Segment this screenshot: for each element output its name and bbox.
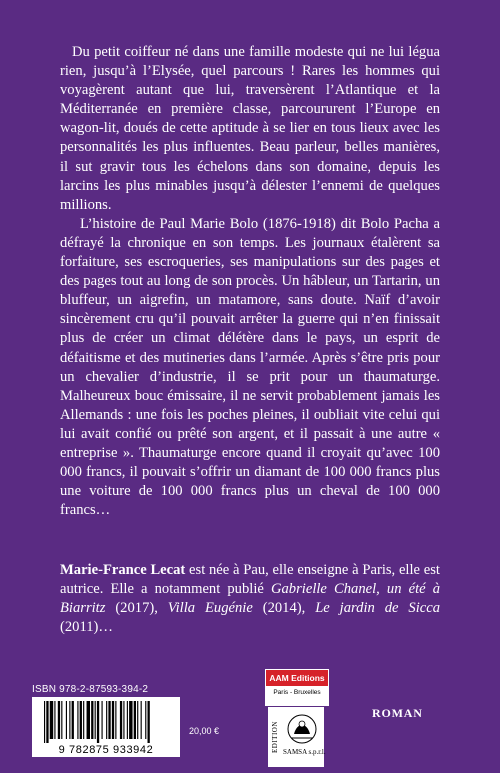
isbn-label: ISBN 978-2-87593-394-2 <box>32 684 149 695</box>
barcode-bar <box>141 701 142 739</box>
barcode-bars <box>32 697 180 743</box>
book-title-3: Le jardin de Sicca <box>315 600 441 617</box>
barcode-digits: 9 782875 933942 <box>58 744 154 756</box>
barcode-bar <box>69 701 70 739</box>
author-name: Marie-France Lecat <box>60 562 186 578</box>
barcode-bar <box>148 701 150 743</box>
author-bio <box>60 561 440 637</box>
barcode-bar <box>145 701 146 739</box>
publisher-cities: Paris - Bruxelles <box>273 689 321 696</box>
barcode-bar <box>80 701 82 739</box>
genre-label: ROMAN <box>372 706 423 720</box>
blurb-paragraph-1: Du petit coiffeur né dans une famille modeste qui ne lui légua rien, jusqu’à l’Elysée, quel parcours ! Rares les hommes qui voyagèrent autant que lui, traversèrent l’Atlantique et la Méditerranée en première classe, parcoururent l’Europe en wagon-lit, doués de cette aptitude à se lier en tous lieux avec les personnalités les plus influentes. Beau parleur, belles manières, il sut gravir tous les échelons dans son domaine, depuis les larcins les plus minables jusqu’à délester l’ennemi de quelques millions. <box>60 44 440 213</box>
edition-emblem-icon <box>285 712 319 746</box>
barcode-bar <box>123 701 124 739</box>
barcode-bar <box>137 701 138 739</box>
barcode-bar <box>108 701 110 739</box>
barcode-bar <box>120 701 122 739</box>
barcode-bar <box>112 701 114 739</box>
barcode-bar <box>115 701 116 739</box>
barcode-bar <box>50 701 53 739</box>
bio-year-2: (2014), <box>252 600 316 617</box>
book-title-1: Gabrielle Chanel, un été à Biarritz <box>60 581 441 617</box>
barcode-bar <box>44 701 45 743</box>
author-bio-text <box>60 561 440 637</box>
edition-vertical-label: EDITION <box>271 721 279 753</box>
publisher-name: AAM Editions <box>266 670 328 686</box>
barcode <box>32 697 180 757</box>
barcode-bar <box>46 701 48 743</box>
barcode-bar <box>95 701 96 739</box>
barcode-bar <box>77 701 78 739</box>
barcode-bar <box>129 701 132 739</box>
isbn-area <box>32 684 237 757</box>
barcode-bar <box>87 701 90 739</box>
blurb-paragraph-2: L’histoire de Paul Marie Bolo (1876-1918) dit Bolo Pacha a défrayé la chronique en son temps. Les journaux étalèrent sa forfaiture, ses escroqueries, ses manipulations sur des pages et des pages tout au long de son procès. Un hâbleur, un Tartarin, un bluffeur, un aigrefin, un matamore, sans doute. Naïf d’avoir sincèrement cru qu’il pouvait arrêter la guerre qui n’en finissait plus de créer un climat délétère dans le pays, un esprit de défaitisme et des mutineries dans l’armée. Après s’être pris pour un chevalier d’industrie, il se prit pour un thaumaturge. Malheureux bouc émissaire, il ne servit probablement jamais les Allemands : une fois les poches pleines, il oubliait vite celui qui lui avait confié ou prêté son argent, et il passait à une autre « entreprise ». Thaumaturge encore quand il croyait qu’avec 100 000 francs, il pouvait s’offrir un diamant de 100 000 francs plus une voiture de 100 000 francs plus un cheval de 100 000 francs… <box>60 215 440 519</box>
barcode-bar <box>102 701 103 739</box>
barcode-bar <box>61 701 62 739</box>
barcode-bar <box>66 701 67 739</box>
barcode-bar <box>91 701 93 739</box>
publisher-logo <box>265 669 329 706</box>
barcode-bar <box>106 701 107 739</box>
bio-year-3: (2011)… <box>60 619 113 636</box>
barcode-bar <box>83 701 84 739</box>
barcode-bar <box>134 701 136 739</box>
barcode-bar <box>58 701 60 739</box>
barcode-bar <box>127 701 128 739</box>
barcode-bar <box>97 701 99 743</box>
blurb <box>60 43 440 520</box>
barcode-bar <box>72 701 74 739</box>
bio-year-1: (2017), <box>105 600 168 617</box>
book-title-2: Villa Eugénie <box>167 600 253 617</box>
price: 20,00 € <box>189 726 220 736</box>
barcode-bar <box>54 701 55 739</box>
bio-text-1: est née à Pau, elle enseigne à Paris, elle est autrice. Elle a notamment publié <box>60 562 440 598</box>
edition-name: SAMSA s.p.r.l. <box>283 748 326 756</box>
edition-logo <box>268 707 324 767</box>
